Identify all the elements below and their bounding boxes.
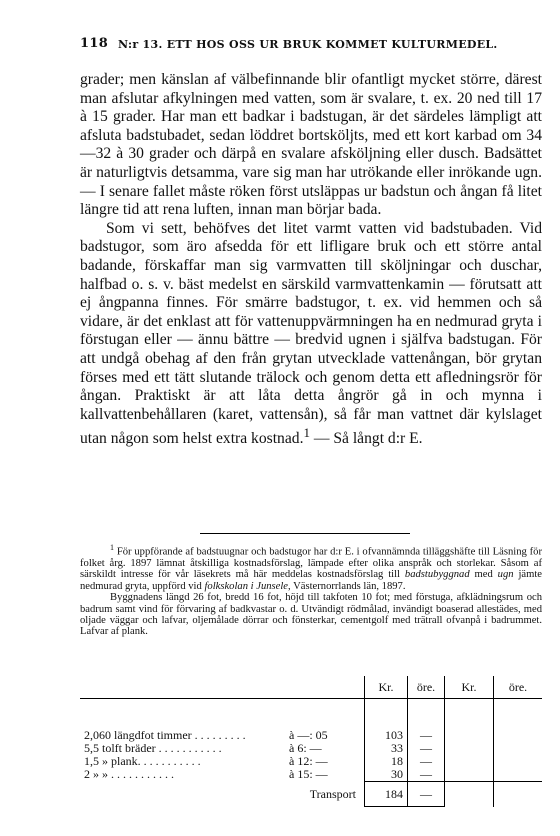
paragraph-2-text: Som vi sett, behöfves det litet varmt vatten vid badstubaden. Vid badstugor, som äro afsedda för ett lifligare bruk och ett större antal badande, förskaffar man sig varmvatten till sköljningar och duschar, halfbad o. s. v. bäst medelst en särskild varmvattenkamin — förutsatt att ej ångpanna finnes. För smärre badstugor, t. ex. vid hemmen och så vidare, är det enklast att för vattenuppvärmningen ha en nedmurad gryta i förstugan eller — ännu bättre — bredvid ugnen i själfva badstugan. För att undgå obehag af den från grytan utvecklade vattenångan, bör grytan förses med ett tätt slutande trälock och genom detta ett afledningsrör för ångan. Praktiskt är att låta detta ångrör gå in och mynna i kallvattenbehållaren (karet, vattensån), så får man vattnet där kylslaget utan någon som helst extra kostnad. <box>80 219 542 448</box>
table-row <box>80 755 542 768</box>
row-ore: — <box>408 755 445 768</box>
row-ore: — <box>408 729 445 742</box>
footnote-reference[interactable]: 1 <box>303 425 310 441</box>
paragraph-2-end: — Så långt d:r E. <box>309 430 423 448</box>
row-rate: à 6: — <box>289 741 322 755</box>
cost-table-header <box>80 676 542 699</box>
header-ore-1: öre. <box>408 676 445 699</box>
footnote <box>80 542 542 638</box>
footnote-italic-2: ugn <box>497 569 514 581</box>
transport-label: Transport <box>309 786 356 801</box>
paragraph-2 <box>80 220 542 449</box>
footnote-text-2: med <box>469 569 498 581</box>
footnote-paragraph-2: Byggnadens längd 26 fot, bredd 16 fot, höjd till takfoten 10 fot; med förstuga, afklädningsrum och badrum samt vind för förvaring af badkvastar o. d. Utvändigt rödmålad, invändigt boaserad allestädes, med oljade väggar och lafvar, oljemålade dörrar och fönsterkar, cementgolf med trätrall ofvanpå i badrummet. Lafvar af plank. <box>80 592 542 638</box>
transport-kr: 184 <box>365 782 408 807</box>
footnote-paragraph-1 <box>80 542 542 592</box>
row-ore: — <box>408 742 445 755</box>
footnote-text-4: , Västernorrlands län, 1897. <box>288 580 406 592</box>
body-text <box>80 71 542 449</box>
row-rate: à —: 05 <box>289 728 328 742</box>
row-description: 1,5 » plank. . . . . . . . . . . <box>84 754 201 768</box>
row-kr: 30 <box>365 768 408 782</box>
row-kr: 33 <box>365 742 408 755</box>
row-kr: 18 <box>365 755 408 768</box>
row-description: 5,5 tolft bräder . . . . . . . . . . . <box>84 741 222 755</box>
header-kr-1: Kr. <box>365 676 408 699</box>
transport-row <box>80 782 542 807</box>
transport-ore: — <box>408 782 445 807</box>
header-blank <box>80 676 365 699</box>
footnote-text-1: För uppförande af badstuugnar och badstugor har d:r E. i ofvannämnda tilläggshäfte till Läsning för folket årg. 1897 lämnat åtskilliga kostnadsförslag, lämpade efter olika anspråk och storlekar. Såsom af särskildt intresse för vår läsekrets må här meddelas kostnadsförslag till <box>80 546 542 581</box>
row-rate: à 15: — <box>289 767 328 782</box>
row-kr: 103 <box>365 729 408 742</box>
paragraph-1: grader; men känslan af välbefinnande blir ofantligt mycket större, därest man afslutar afkylningen med vatten, som är svalare, t. ex. 20 ned till 17 à 15 grader. Har man ett badkar i badstugan, är det särdeles lämpligt att afsluta badstubadet, sedan löddret bortsköljts, med ett kort karbad om 34—32 à 30 grader och därpå en svalare afsköljning eller dusch. Badsättet är naturligtvis detsamma, vare sig man har utrökande eller inrökande ugn. — I senare fallet måste röken först utsläppas ur badstun och ångan få litet längre tid att rena luften, innan man börjar bada. <box>80 71 542 219</box>
row-description: 2,060 längdfot timmer . . . . . . . . . <box>84 728 246 742</box>
page-number: 118 <box>80 36 109 51</box>
header-kr-2: Kr. <box>445 676 494 699</box>
header-ore-2: öre. <box>494 676 543 699</box>
footnote-mark: 1 <box>110 543 114 552</box>
table-row <box>80 768 542 782</box>
cost-table-spacer <box>80 699 542 730</box>
footnote-divider <box>200 533 410 534</box>
page-header <box>80 36 546 56</box>
cost-table <box>80 676 542 807</box>
running-head: N:r 13. ETT HOS OSS UR BRUK KOMMET KULTURMEDEL. <box>118 38 498 51</box>
row-ore: — <box>408 768 445 782</box>
footnote-text-3: jämte nedmurad gryta, uppförd vid <box>80 569 542 592</box>
row-description: 2 » » . . . . . . . . . . . <box>84 767 174 782</box>
row-rate: à 12: — <box>289 754 328 768</box>
footnote-italic-1: badstubyggnad <box>404 569 470 581</box>
footnote-italic-3: folkskolan i Junsele <box>204 580 289 592</box>
